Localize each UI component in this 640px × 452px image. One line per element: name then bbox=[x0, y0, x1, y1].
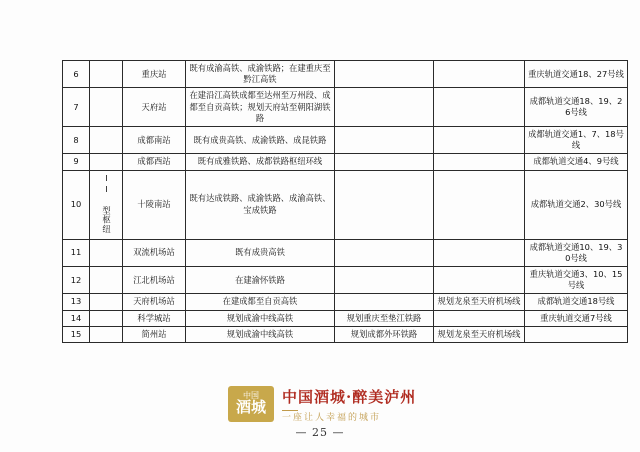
row-number: 9 bbox=[63, 154, 90, 170]
row-group bbox=[90, 266, 123, 293]
brand-logo-big: 酒城 bbox=[235, 398, 266, 417]
row-group bbox=[90, 310, 123, 326]
row-group-label bbox=[90, 170, 123, 239]
row-planned-rail: 规划成都外环铁路 bbox=[335, 326, 434, 342]
row-station: 成都西站 bbox=[123, 154, 186, 170]
table-row bbox=[63, 310, 628, 326]
row-number: 6 bbox=[63, 61, 90, 88]
row-intercity-rail: 规划龙泉至天府机场线 bbox=[434, 326, 525, 342]
table-row bbox=[63, 294, 628, 310]
row-station: 成都南站 bbox=[123, 126, 186, 153]
page-number: — 25 — bbox=[295, 426, 345, 439]
row-existing-rail: 在建沿江高铁成都至达州至万州段、成都至自贡高铁；规划天府站至朝阳湖铁路 bbox=[186, 88, 335, 127]
row-metro: 重庆轨道交通3、10、15号线 bbox=[525, 266, 628, 293]
table-row bbox=[63, 266, 628, 293]
row-metro: 成都轨道交通4、9号线 bbox=[525, 154, 628, 170]
row-station: 科学城站 bbox=[123, 310, 186, 326]
row-planned-rail bbox=[335, 294, 434, 310]
row-number: 12 bbox=[63, 266, 90, 293]
brand-slogan bbox=[282, 386, 532, 423]
slogan-divider bbox=[282, 410, 298, 411]
row-existing-rail: 既有成渝高铁、成渝铁路；在建重庆至黔江高铁 bbox=[186, 61, 335, 88]
brand-logo bbox=[228, 386, 274, 422]
railway-hub-table-wrapper bbox=[62, 60, 624, 343]
table-row bbox=[63, 170, 628, 239]
row-existing-rail: 规划成渝中线高铁 bbox=[186, 310, 335, 326]
table-row bbox=[63, 326, 628, 342]
row-planned-rail bbox=[335, 88, 434, 127]
row-intercity-rail: 规划龙泉至天府机场线 bbox=[434, 294, 525, 310]
row-existing-rail: 在建成都至自贡高铁 bbox=[186, 294, 335, 310]
railway-hub-table bbox=[62, 60, 628, 343]
row-metro: 重庆轨道交通7号线 bbox=[525, 310, 628, 326]
slogan-sub: 一座让人幸福的城市 bbox=[282, 413, 382, 423]
row-intercity-rail bbox=[434, 239, 525, 266]
row-intercity-rail bbox=[434, 310, 525, 326]
row-station: 江北机场站 bbox=[123, 266, 186, 293]
row-number: 13 bbox=[63, 294, 90, 310]
brand-logo-small: 中国 bbox=[242, 390, 259, 400]
row-group bbox=[90, 154, 123, 170]
row-station: 天府站 bbox=[123, 88, 186, 127]
row-group bbox=[90, 239, 123, 266]
table-row bbox=[63, 88, 628, 127]
brand-logo-text bbox=[236, 392, 266, 416]
table-row bbox=[63, 126, 628, 153]
row-group bbox=[90, 294, 123, 310]
row-existing-rail: 既有成贵高铁、成渝铁路、成昆铁路 bbox=[186, 126, 335, 153]
row-intercity-rail bbox=[434, 88, 525, 127]
row-metro: 成都轨道交通18号线 bbox=[525, 294, 628, 310]
row-intercity-rail bbox=[434, 266, 525, 293]
row-station: 重庆站 bbox=[123, 61, 186, 88]
row-planned-rail bbox=[335, 154, 434, 170]
row-existing-rail: 规划成渝中线高铁 bbox=[186, 326, 335, 342]
row-station: 双流机场站 bbox=[123, 239, 186, 266]
row-metro bbox=[525, 326, 628, 342]
row-planned-rail bbox=[335, 239, 434, 266]
row-number: 8 bbox=[63, 126, 90, 153]
table-body bbox=[63, 61, 628, 343]
row-group bbox=[90, 326, 123, 342]
table-row bbox=[63, 61, 628, 88]
row-existing-rail: 既有成贵高铁 bbox=[186, 239, 335, 266]
row-number: 10 bbox=[63, 170, 90, 239]
row-station: 天府机场站 bbox=[123, 294, 186, 310]
row-number: 7 bbox=[63, 88, 90, 127]
table-row bbox=[63, 239, 628, 266]
table-row bbox=[63, 154, 628, 170]
row-intercity-rail bbox=[434, 61, 525, 88]
row-group bbox=[90, 88, 123, 127]
row-existing-rail: 在建渝怀铁路 bbox=[186, 266, 335, 293]
row-metro: 成都轨道交通2、30号线 bbox=[525, 170, 628, 239]
row-station: 十陵南站 bbox=[123, 170, 186, 239]
group-label-text: II 型枢纽 bbox=[101, 172, 112, 234]
row-intercity-rail bbox=[434, 126, 525, 153]
row-group bbox=[90, 61, 123, 88]
row-planned-rail bbox=[335, 266, 434, 293]
row-intercity-rail bbox=[434, 170, 525, 239]
row-existing-rail: 既有成雅铁路、成都铁路枢纽环线 bbox=[186, 154, 335, 170]
row-number: 15 bbox=[63, 326, 90, 342]
row-metro: 成都轨道交通10、19、30号线 bbox=[525, 239, 628, 266]
row-intercity-rail bbox=[434, 154, 525, 170]
row-planned-rail bbox=[335, 61, 434, 88]
slogan-main: 中国酒城·醉美泸州 bbox=[282, 388, 417, 406]
row-metro: 成都轨道交通18、19、26号线 bbox=[525, 88, 628, 127]
row-number: 11 bbox=[63, 239, 90, 266]
row-planned-rail bbox=[335, 170, 434, 239]
page-footer bbox=[0, 380, 640, 452]
row-station: 简州站 bbox=[123, 326, 186, 342]
row-existing-rail: 既有达成铁路、成渝铁路、成渝高铁、宝成铁路 bbox=[186, 170, 335, 239]
row-metro: 重庆轨道交通18、27号线 bbox=[525, 61, 628, 88]
row-metro: 成都轨道交通1、7、18号线 bbox=[525, 126, 628, 153]
row-planned-rail: 规划重庆至垫江铁路 bbox=[335, 310, 434, 326]
row-planned-rail bbox=[335, 126, 434, 153]
row-group bbox=[90, 126, 123, 153]
row-number: 14 bbox=[63, 310, 90, 326]
